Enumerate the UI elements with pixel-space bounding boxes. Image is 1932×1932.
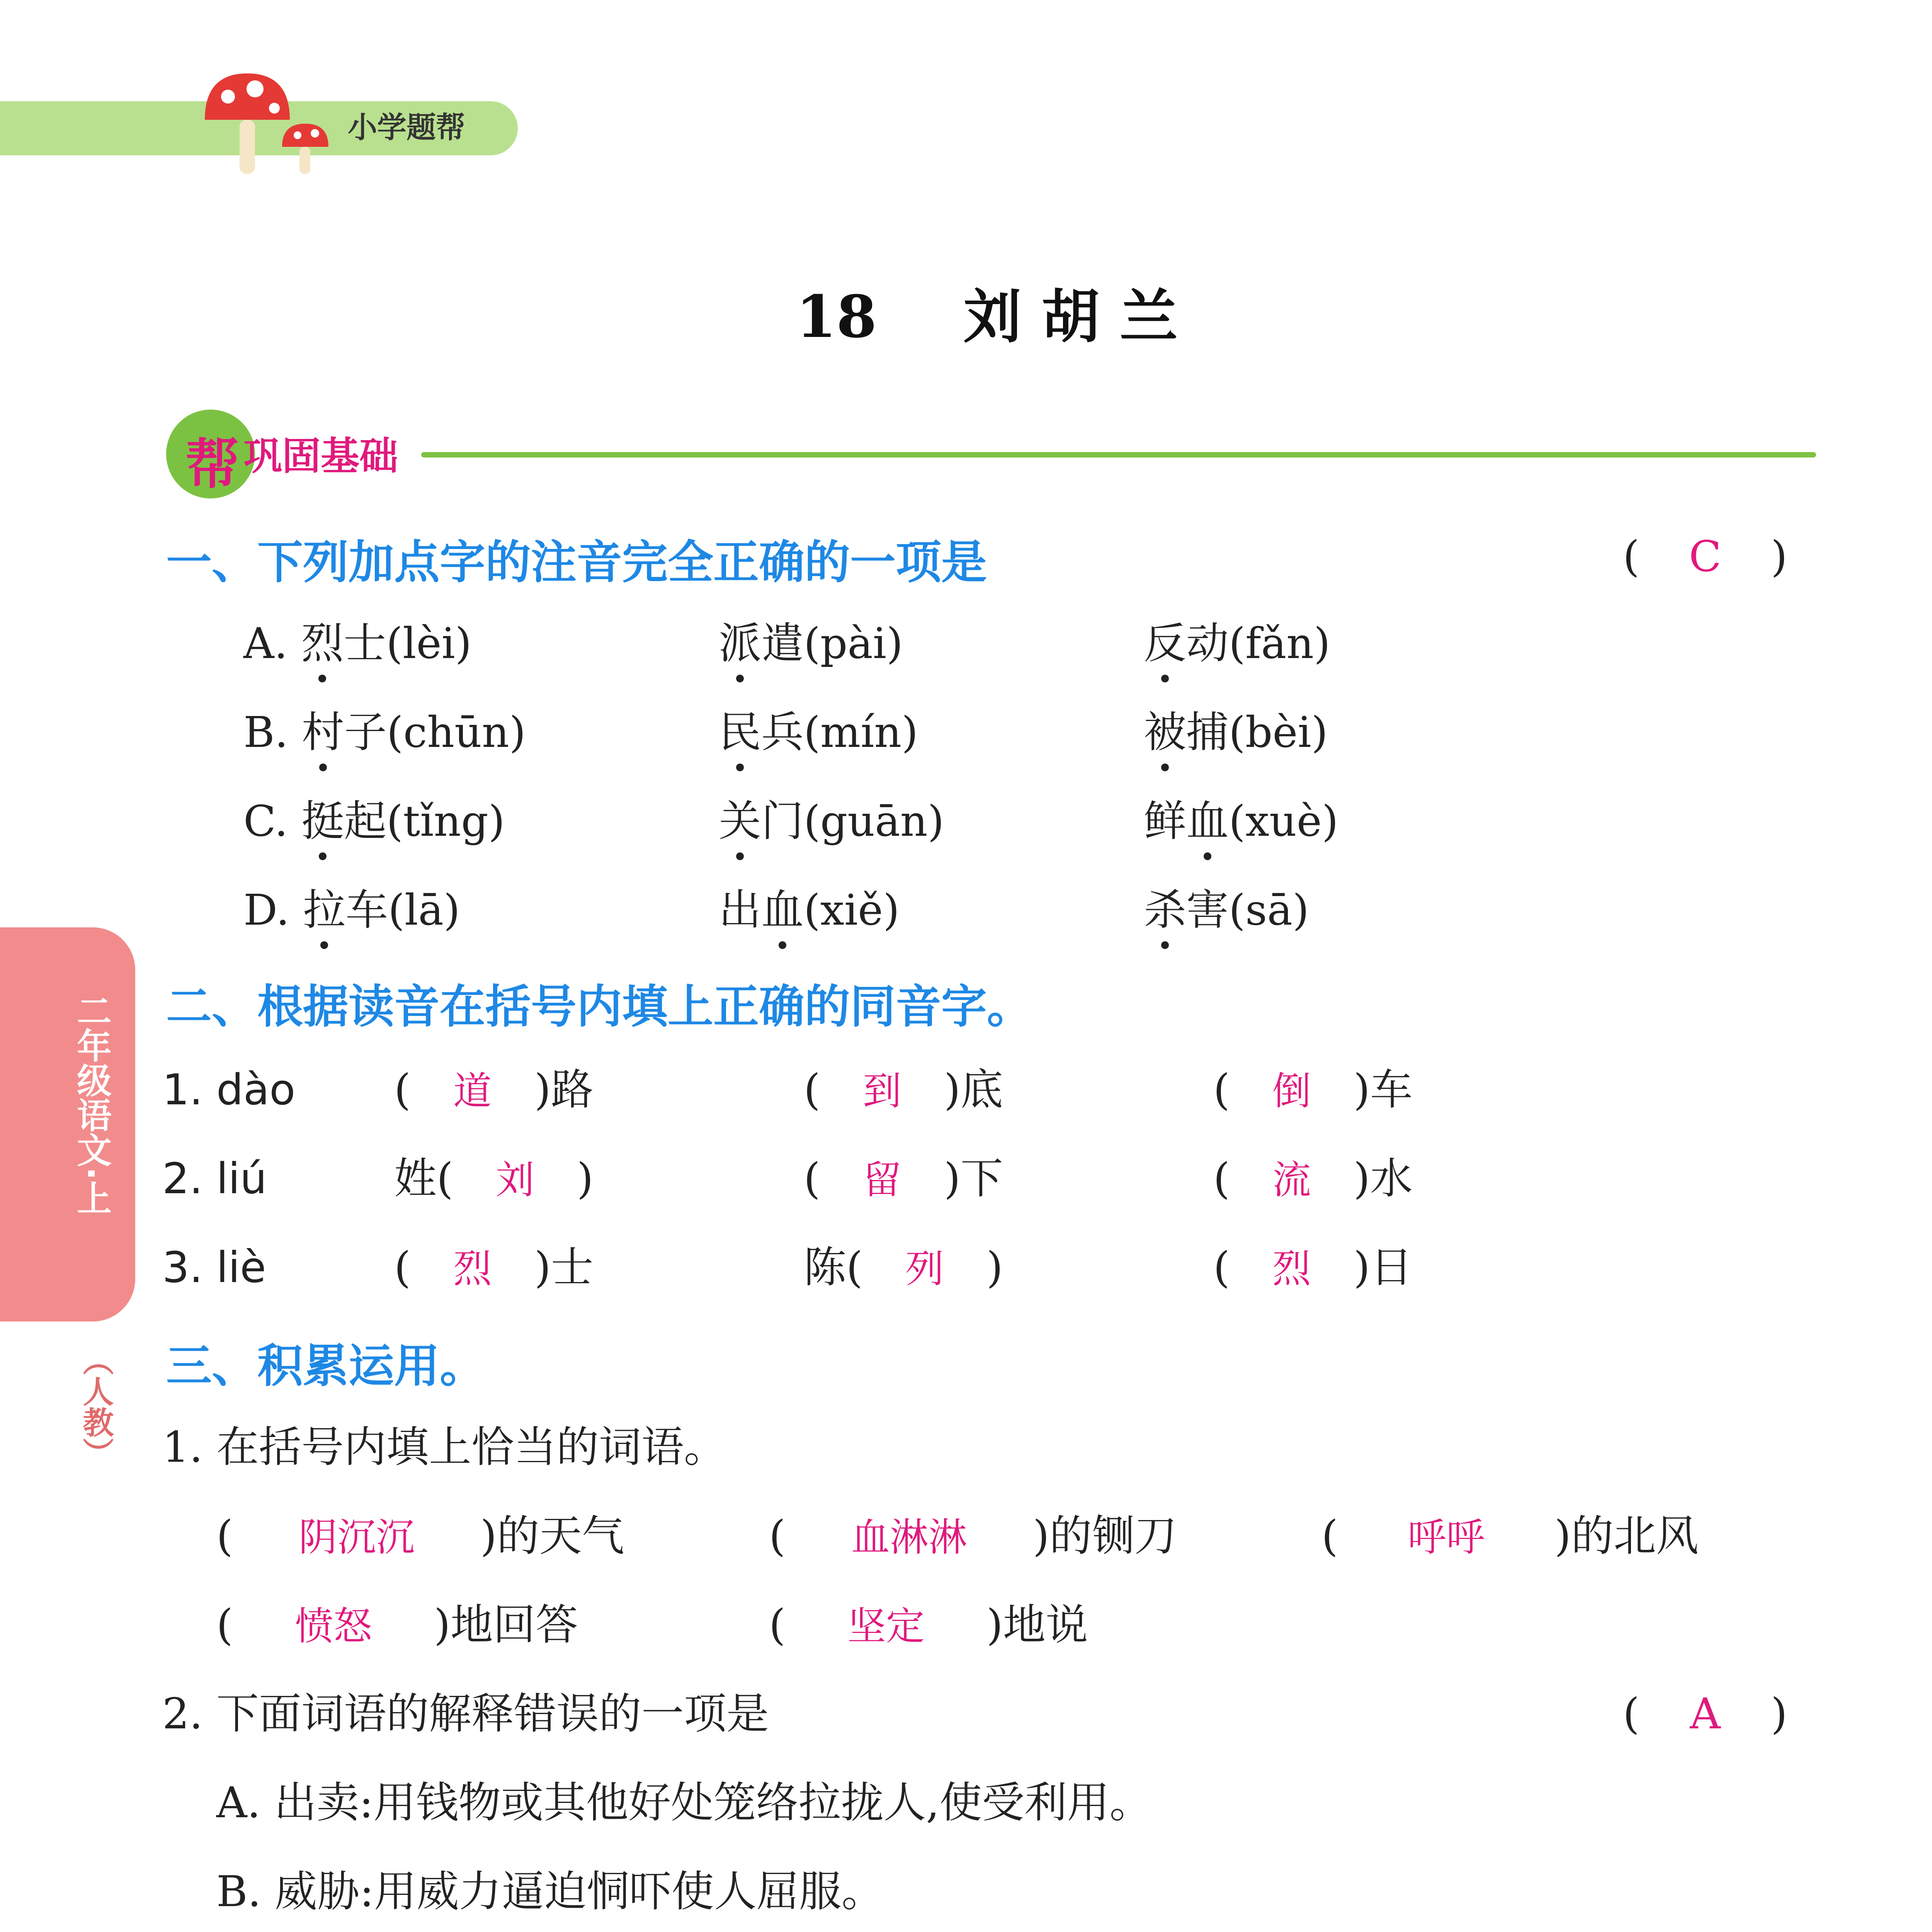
word-suffix: 害(sā) [1186,885,1309,935]
q3-answer: 血淋淋 [851,1515,967,1560]
q1-option-word [719,614,903,672]
word-prefix: B. [243,707,302,757]
q3-blank [769,1596,1088,1655]
blank-close: )下 [944,1154,1003,1203]
dotted-character: 派 [719,614,761,672]
blank-open: ( [394,1243,411,1292]
q2-blank [394,1238,594,1298]
q3-answer: 阴沉沉 [298,1515,415,1560]
dotted-character: 烈 [301,614,344,672]
q1-option-row [243,792,1634,881]
q1-option-word [243,792,505,850]
q2-blank [804,1150,1003,1209]
word-suffix: 兵(mín) [761,707,918,757]
blank-open: ( [769,1511,786,1561]
q2-answer: 烈 [1272,1246,1311,1291]
q2-answer: 烈 [453,1246,492,1291]
q1-title: 一、下列加点字的注音完全正确的一项是 [166,536,987,589]
q3-sub2-option-b: B. 威胁:用威力逼迫恫吓使人屈服。 [216,1867,884,1916]
lesson-title [0,282,1932,352]
q3-answer: 愤怒 [294,1604,372,1649]
q2-row [162,1150,1785,1238]
q1-option-word [719,792,944,850]
blank-close: )士 [534,1243,594,1292]
q3-blank [1321,1507,1699,1566]
word-prefix: A. [243,619,301,668]
blank-close: )的北风 [1554,1511,1699,1561]
word-suffix: (xuè) [1229,796,1338,846]
word-suffix: (xiě) [804,885,900,935]
q2-blank [804,1238,1003,1298]
blank-close: )地回答 [434,1600,578,1650]
q3-answer: 呼呼 [1407,1515,1485,1560]
dotted-character: 被 [1144,703,1186,761]
dotted-character: 血 [1186,792,1229,850]
blank-open: ( [216,1600,233,1650]
q3-sub2-answer: A [1690,1689,1721,1738]
blank-open: ( [1321,1511,1338,1561]
q1-option-row [243,881,1634,970]
q2-blank [394,1150,594,1209]
q2-answer: 流 [1272,1157,1311,1202]
blank-close: )的天气 [480,1511,624,1561]
q3-blank [216,1507,624,1566]
dotted-character: 关 [719,792,761,850]
blank-close: )地说 [986,1600,1088,1650]
q1-option-row [243,614,1634,703]
q1-option-word [1144,614,1330,672]
section-divider [421,452,1816,457]
word-suffix: 遣(pài) [761,619,903,668]
word-suffix: 动(fǎn) [1186,619,1330,668]
blank-open: ( [394,1065,411,1114]
q2-blank [804,1061,1003,1120]
q2-answer: 到 [862,1068,901,1114]
word-suffix: 起(tǐng) [344,796,505,846]
lesson-name: 刘 胡 兰 [963,283,1178,351]
side-tab-grade: 二年级语文·上 [71,993,111,1215]
blank-close: )日 [1353,1243,1413,1292]
mushroom-logo-icon [197,62,336,178]
word-suffix: 门(guān) [761,796,944,846]
word-prefix: C. [243,796,302,846]
q3-blank [216,1596,578,1655]
q3-title: 三、积累运用。 [166,1339,486,1393]
q2-blank [394,1061,594,1120]
dotted-character: 民 [719,703,761,761]
q2-answer: 刘 [495,1157,534,1202]
q2-blank [1213,1150,1413,1209]
q2-row [162,1061,1785,1150]
q2-blank [1213,1061,1413,1120]
brand-name: 小学题帮 [348,110,465,145]
q2-answer: 道 [453,1068,492,1114]
q3-answer: 坚定 [847,1604,925,1649]
q1-option-word [719,703,918,761]
q1-option-word [719,881,900,939]
q1-option-word [1144,881,1309,939]
q1-answer-box: ( C ) [1623,527,1816,585]
blank-close: )车 [1353,1065,1413,1114]
word-prefix: 出 [719,885,761,935]
side-tab-edition: （人教） [78,1345,114,1468]
dotted-character: 反 [1144,614,1186,672]
blank-open: ( [1213,1065,1230,1114]
q2-rows [162,1061,1785,1327]
q3-sub2-title: 2. 下面词语的解释错误的一项是 [162,1689,769,1738]
blank-close: ) [986,1243,1003,1292]
section-badge-text: 帮 [185,433,240,496]
blank-close: )底 [944,1065,1003,1114]
blank-open: 姓( [394,1154,453,1203]
q1-option-word [243,881,460,939]
q1-options [243,614,1634,970]
blank-open: ( [804,1154,820,1203]
section-title-basics: 巩固基础 [243,434,398,479]
q1-option-word [243,614,472,672]
blank-open: 陈( [804,1243,863,1292]
q2-blank [1213,1238,1413,1298]
word-prefix: D. [243,885,303,935]
q3-sub2-option-a: A. 出卖:用钱物或其他好处笼络拉拢人,使受利用。 [216,1778,1152,1827]
lesson-number: 18 [796,283,877,351]
word-suffix: 士(lèi) [344,619,472,668]
word-suffix: 捕(bèi) [1186,707,1328,757]
blank-open: ( [1213,1154,1230,1203]
dotted-character: 拉 [303,881,345,939]
q2-answer: 列 [905,1246,944,1291]
blank-open: ( [216,1511,233,1561]
q2-pinyin-label: 3. liè [162,1243,266,1292]
blank-open: ( [804,1065,820,1114]
q3-blank [769,1507,1177,1566]
q1-option-word [1144,703,1328,761]
q3-sub2-answer-box: ( A ) [1623,1685,1816,1743]
q2-answer: 倒 [1272,1068,1311,1114]
q1-option-row [243,703,1634,792]
dotted-character: 杀 [1144,881,1186,939]
word-suffix: 车(lā) [345,885,460,935]
blank-close: )路 [534,1065,594,1114]
blank-close: )的铡刀 [1032,1511,1177,1561]
q2-pinyin-label: 1. dào [162,1065,296,1114]
dotted-character: 挺 [301,792,344,850]
blank-close: )水 [1353,1154,1413,1203]
dotted-character: 血 [761,881,804,939]
dotted-character: 村 [302,703,344,761]
blank-open: ( [769,1600,786,1650]
blank-open: ( [1213,1243,1230,1292]
q2-pinyin-label: 2. liú [162,1154,267,1203]
q1-option-word [1144,792,1338,850]
q2-row [162,1238,1785,1327]
word-prefix: 鲜 [1144,796,1186,846]
q2-answer: 留 [862,1157,901,1202]
blank-close: ) [577,1154,594,1203]
q1-answer: C [1689,532,1721,581]
word-suffix: 子(chūn) [344,707,526,757]
q2-title: 二、根据读音在括号内填上正确的同音字。 [166,980,1033,1033]
q1-option-word [243,703,526,761]
q3-sub1-title: 1. 在括号内填上恰当的词语。 [162,1422,726,1472]
